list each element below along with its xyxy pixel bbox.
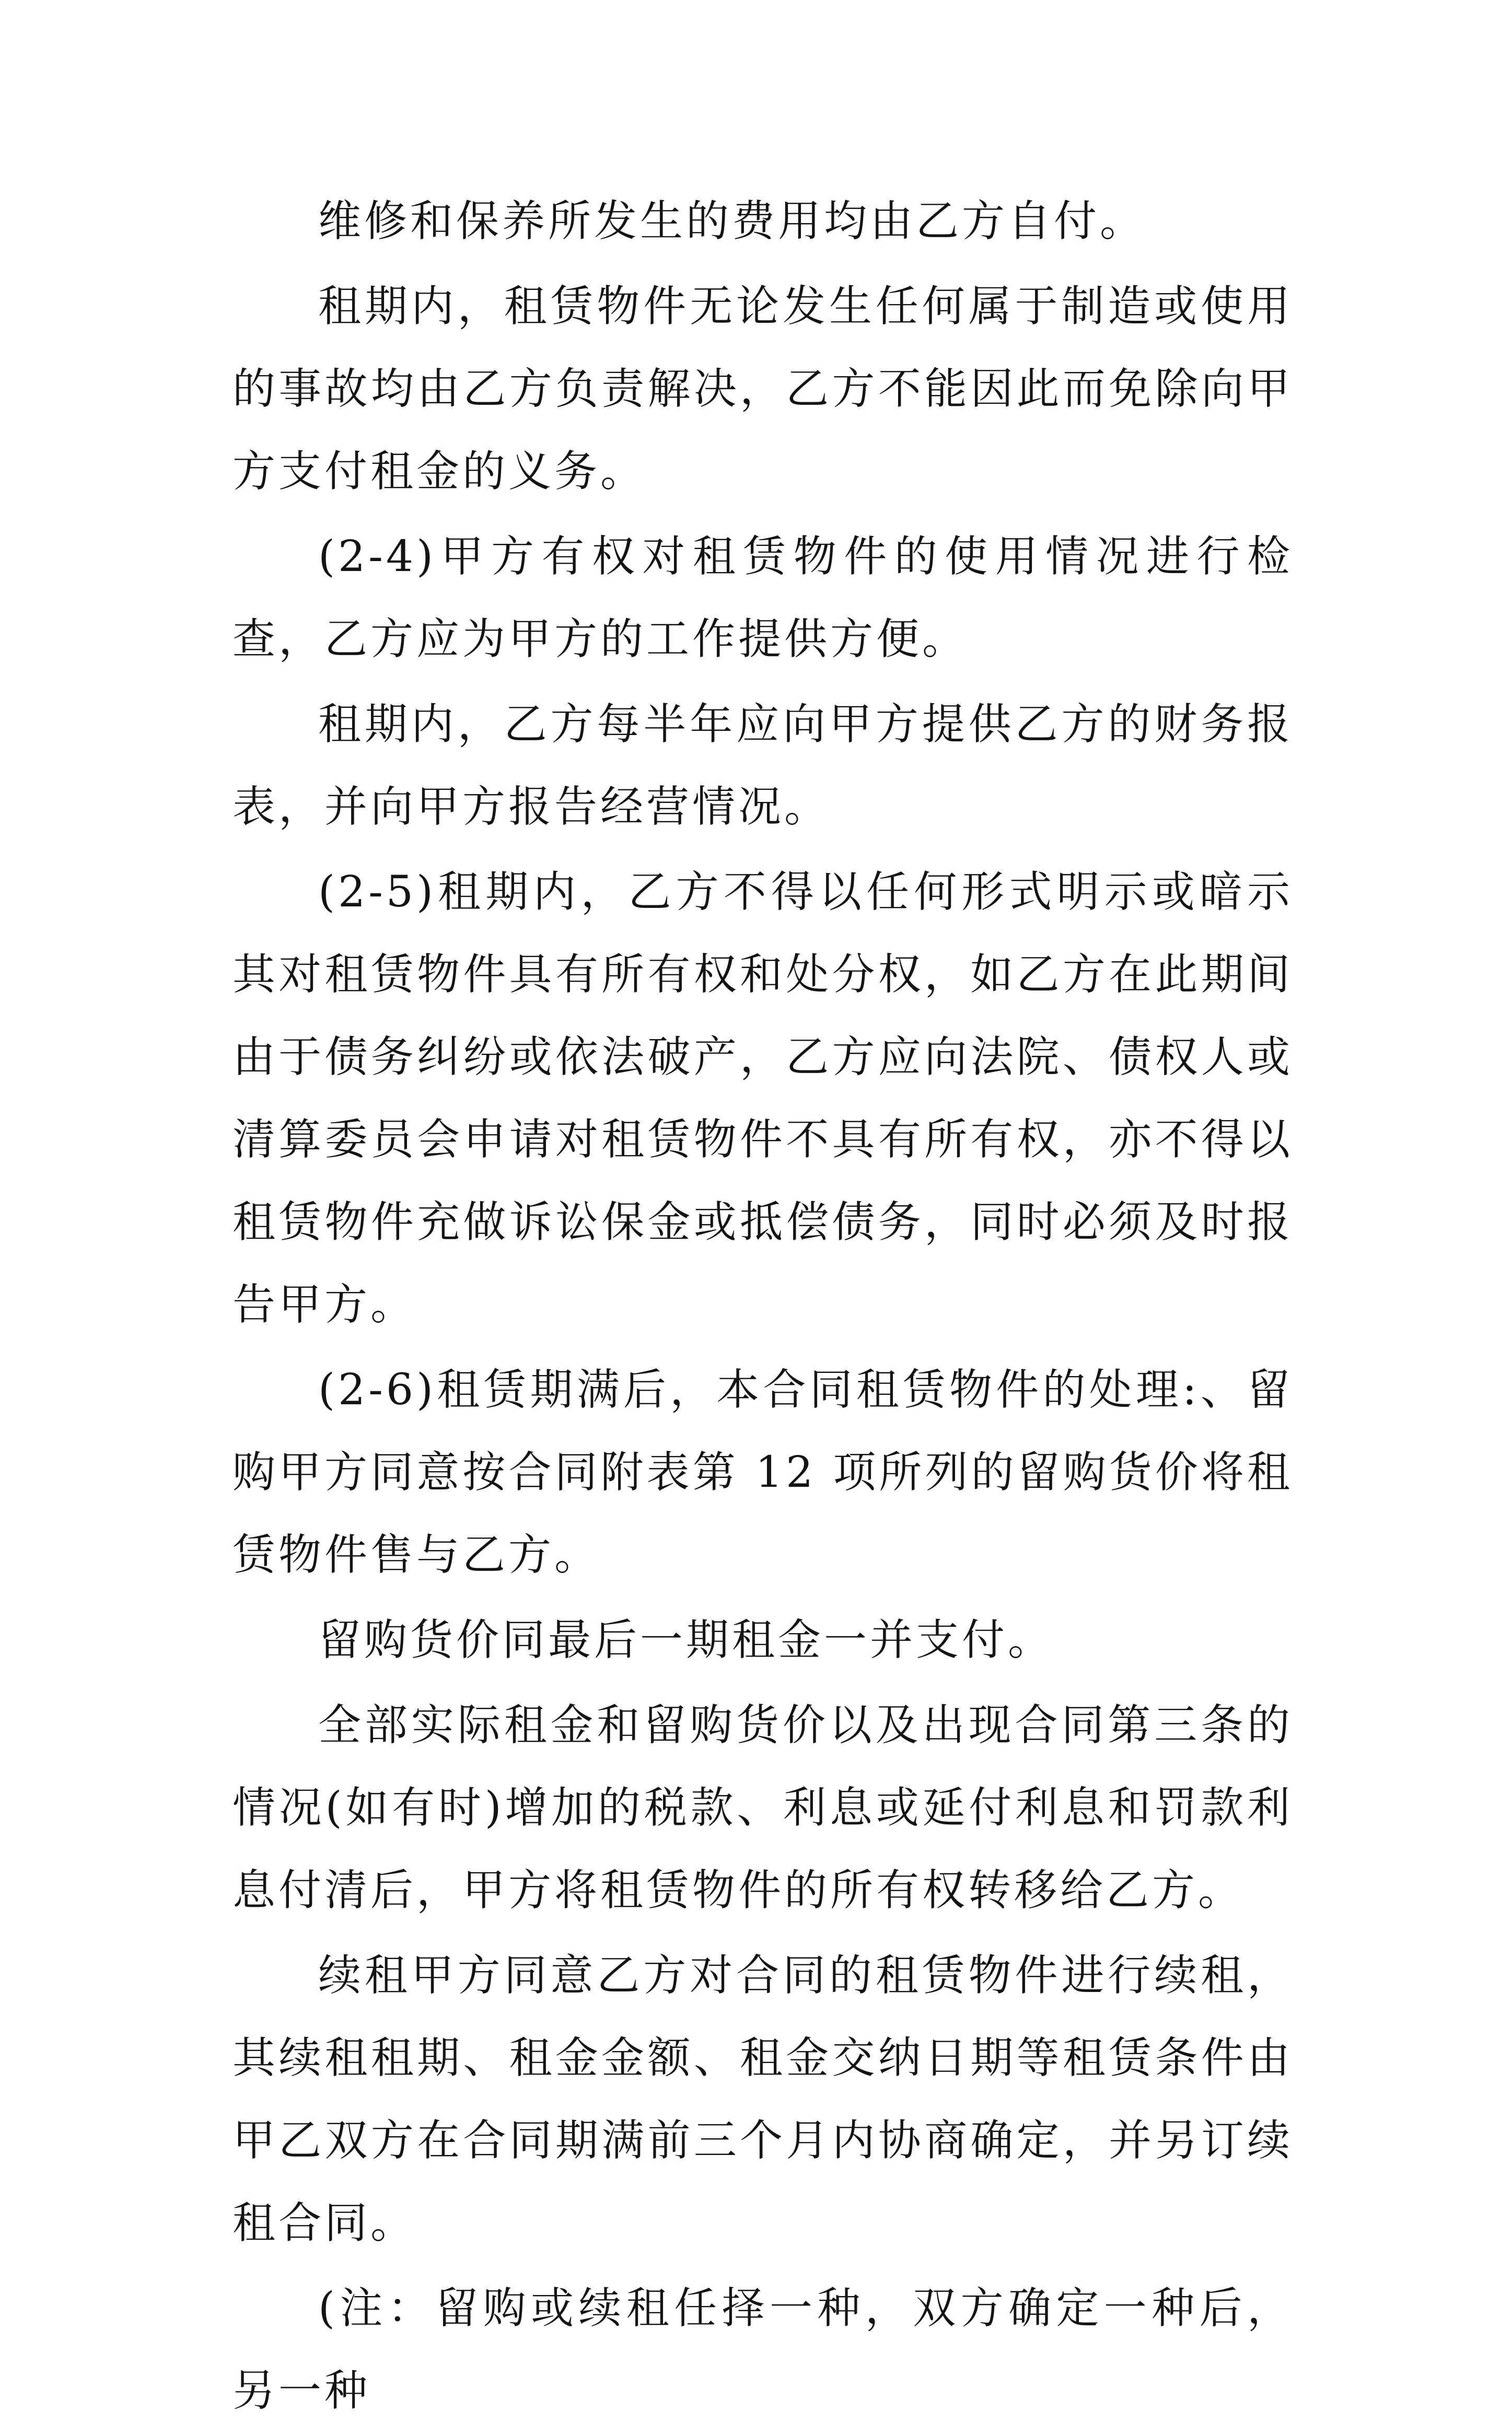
paragraph-clause-2-6: (2-6)租赁期满后，本合同租赁物件的处理:、留购甲方同意按合同附表第 12 项所列的留购货价将租赁物件售与乙方。	[232, 1365, 1293, 1580]
paragraph-ownership-transfer: 全部实际租金和留购货价以及出现合同第三条的情况(如有时)增加的税款、利息或延付利息和罚款利息付清后，甲方将租赁物件的所有权转移给乙方。	[232, 1700, 1293, 1915]
document-body	[232, 180, 1293, 2435]
paragraph-note: (注：留购或续租任择一种，双方确定一种后，另一种	[232, 2283, 1293, 2416]
paragraph-purchase-payment: 留购货价同最后一期租金一并支付。	[318, 1615, 1054, 1665]
paragraph-clause-2-4: (2-4)甲方有权对租赁物件的使用情况进行检查，乙方应为甲方的工作提供方便。	[232, 532, 1293, 664]
paragraph-accident-liability: 租期内，租赁物件无论发生任何属于制造或使用的事故均由乙方负责解决，乙方不能因此而免除向甲方支付租金的义务。	[232, 282, 1293, 496]
paragraph-clause-2-5: (2-5)租期内，乙方不得以任何形式明示或暗示其对租赁物件具有所有权和处分权，如乙方在此期间由于债务纠纷或依法破产，乙方应向法院、债权人或清算委员会申请对租赁物件不具有所有权，亦不得以租赁物件充做诉讼保金或抵偿债务，同时必须及时报告甲方。	[232, 867, 1293, 1330]
paragraph-lease-renewal: 续租甲方同意乙方对合同的租赁物件进行续租，其续租租期、租金金额、租金交纳日期等租赁条件由甲乙双方在合同期满前三个月内协商确定，并另订续租合同。	[232, 1951, 1293, 2248]
paragraph-maintenance-costs: 维修和保养所发生的费用均由乙方自付。	[318, 196, 1146, 246]
paragraph-financial-reports: 租期内，乙方每半年应向甲方提供乙方的财务报表，并向甲方报告经营情况。	[232, 700, 1293, 832]
